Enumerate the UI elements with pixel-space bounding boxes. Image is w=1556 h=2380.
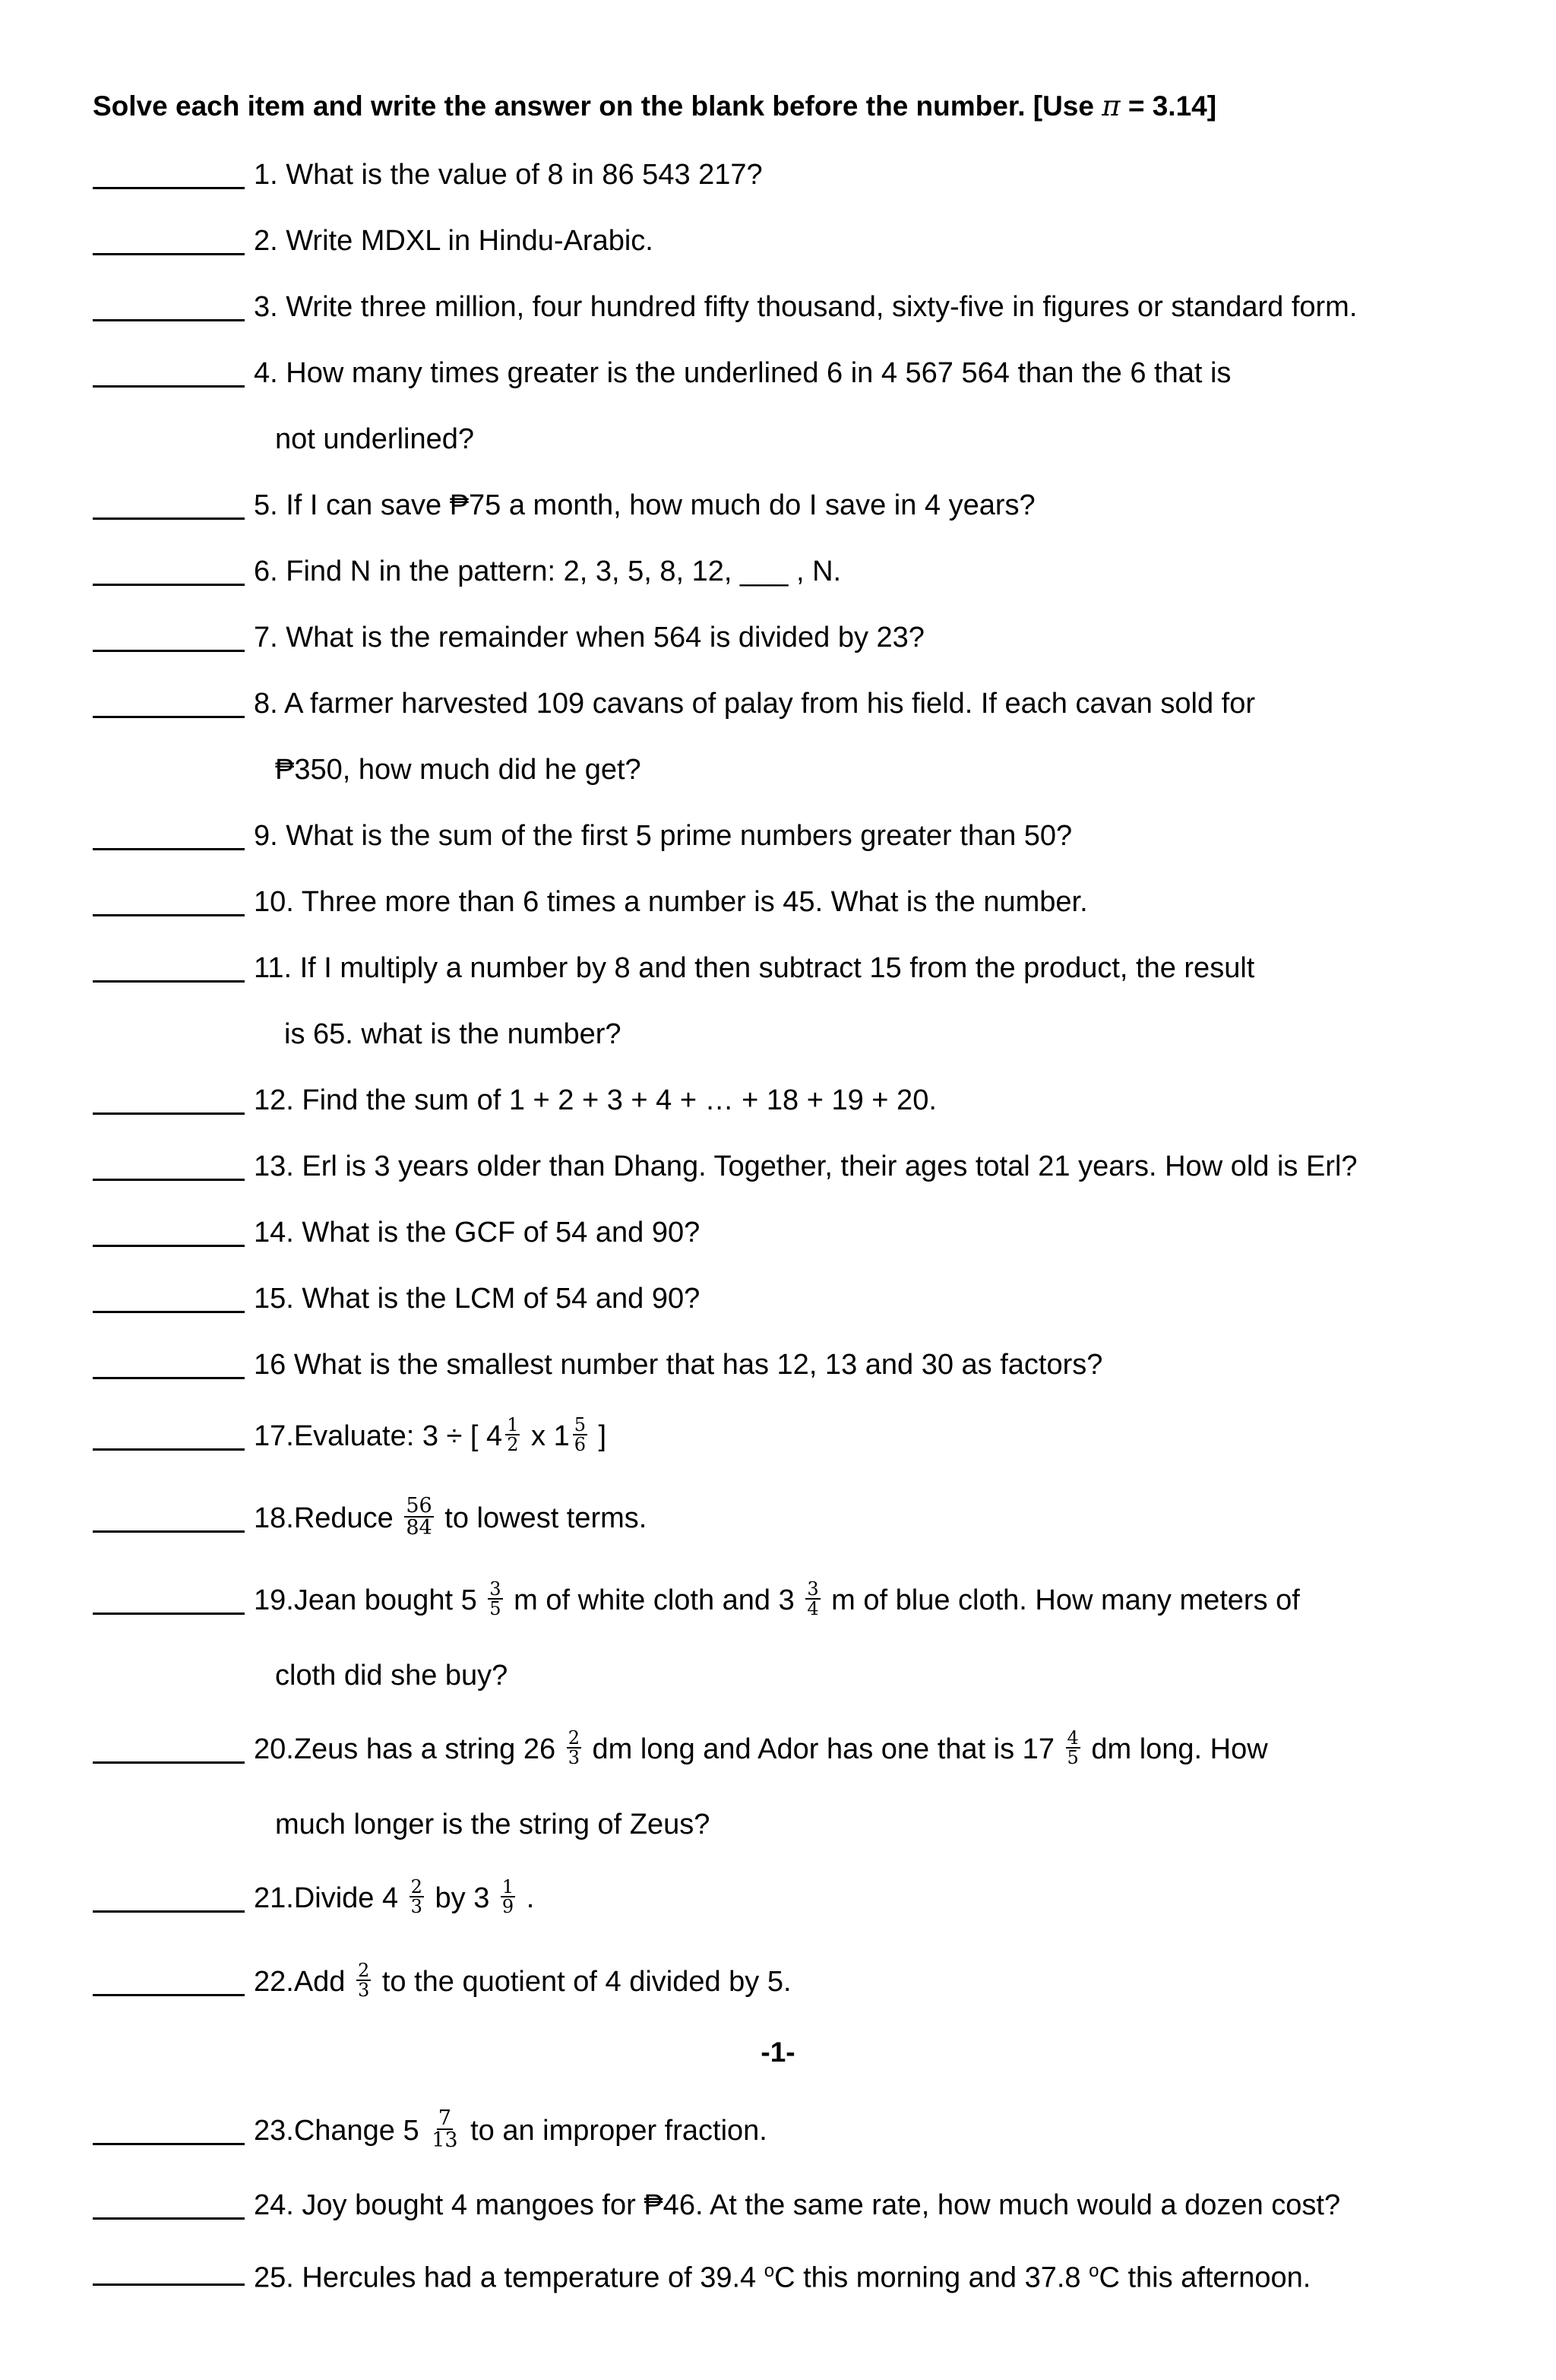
fraction-one-half [505, 1413, 520, 1455]
question-text: 6. Find N in the pattern: 2, 3, 5, 8, 12, ___ , N. [254, 555, 842, 587]
fraction-56-over-84 [404, 1495, 433, 1538]
fraction-denominator: 5 [1067, 1746, 1079, 1768]
fraction-three-fifths [488, 1580, 502, 1618]
answer-blank-10[interactable] [93, 914, 245, 916]
question-text: 13. Erl is 3 years older than Dhang. Together, their ages total 21 years. How old is Erl? [254, 1150, 1358, 1182]
fraction-numerator: 1 [501, 1875, 514, 1897]
question-text [254, 2249, 1311, 2301]
instructions-text-b: = 3.14] [1120, 90, 1217, 122]
question-text: 12. Find the sum of 1 + 2 + 3 + 4 + … + 18 + 19 + 20. [254, 1084, 937, 1116]
q22-prefix: 22.Add [254, 1966, 353, 1998]
fraction-numerator: 1 [507, 1413, 519, 1435]
question-text: 1. What is the value of 8 in 86 543 217? [254, 159, 763, 191]
answer-blank-21[interactable] [93, 1910, 245, 1913]
q17-prefix: 17.Evaluate: 3 ÷ [ 4 [254, 1420, 503, 1452]
fraction-denominator: 6 [574, 1433, 586, 1455]
answer-blank-8[interactable] [93, 716, 245, 718]
question-text [254, 1959, 792, 2005]
answer-blank-19[interactable] [93, 1613, 245, 1615]
q25-mid: C this morning and 37.8 [774, 2261, 1090, 2294]
fraction-five-sixths [573, 1413, 587, 1455]
q17-mid: x 1 [523, 1420, 570, 1452]
fraction-two-thirds [410, 1875, 424, 1917]
fraction-numerator: 56 [406, 1493, 432, 1518]
answer-blank-17[interactable] [93, 1448, 245, 1451]
fraction-two-thirds [356, 1961, 371, 1999]
fraction-denominator: 5 [489, 1597, 501, 1619]
question-text: 24. Joy bought 4 mangoes for ₱46. At the same rate, how much would a dozen cost? [254, 2189, 1341, 2221]
answer-blank-18[interactable] [93, 1530, 245, 1533]
q25-prefix: 25. Hercules had a temperature of 39.4 [254, 2261, 764, 2294]
fraction-denominator: 4 [807, 1597, 819, 1619]
question-text: 15. What is the LCM of 54 and 90? [254, 1283, 701, 1315]
instructions-text-a: Solve each item and write the answer on the blank before the number. [Use [93, 90, 1102, 122]
fraction-numerator: 3 [489, 1578, 501, 1600]
answer-blank-12[interactable] [93, 1112, 245, 1115]
q19-suffix: m of blue cloth. How many meters of [823, 1584, 1300, 1616]
fraction-denominator: 13 [432, 2128, 458, 2152]
question-text [254, 1875, 534, 1921]
question-20-continuation: much longer is the string of Zeus? [275, 1809, 710, 1840]
answer-blank-15[interactable] [93, 1311, 245, 1313]
question-text [254, 1495, 647, 1541]
answer-blank-14[interactable] [93, 1245, 245, 1247]
degree-superscript: o [1089, 2261, 1099, 2281]
q18-suffix: to lowest terms. [436, 1502, 647, 1534]
question-19-continuation: cloth did she buy? [275, 1660, 508, 1692]
fraction-one-ninth [501, 1875, 515, 1917]
question-text [254, 2108, 767, 2154]
answer-blank-1[interactable] [93, 187, 245, 189]
question-text: 14. What is the GCF of 54 and 90? [254, 1217, 701, 1249]
question-text: 4. How many times greater is the underlined 6 in 4 567 564 than the 6 that is [254, 357, 1232, 389]
question-text [254, 1726, 1268, 1772]
question-text: 11. If I multiply a number by 8 and then subtract 15 from the product, the result [254, 952, 1255, 984]
fraction-numerator: 2 [568, 1726, 580, 1749]
question-text: 8. A farmer harvested 109 cavans of palay from his field. If each cavan sold for [254, 688, 1256, 720]
answer-blank-7[interactable] [93, 650, 245, 652]
q22-suffix: to the quotient of 4 divided by 5. [374, 1966, 792, 1998]
fraction-three-fourths [805, 1580, 820, 1618]
q23-prefix: 23.Change 5 [254, 2115, 428, 2147]
question-4-continuation: not underlined? [275, 423, 474, 455]
q20-mid: dm long and Ador has one that is 17 [584, 1733, 1063, 1765]
answer-blank-6[interactable] [93, 584, 245, 586]
answer-blank-4[interactable] [93, 385, 245, 388]
q20-prefix: 20.Zeus has a string 26 [254, 1733, 564, 1765]
q25-suffix: C this afternoon. [1099, 2261, 1311, 2294]
q23-suffix: to an improper fraction. [462, 2115, 767, 2147]
fraction-two-thirds [567, 1726, 581, 1768]
fraction-numerator: 7 [438, 2106, 451, 2130]
instructions [93, 90, 1216, 122]
q21-mid: by 3 [426, 1882, 498, 1914]
q17-suffix: ] [590, 1420, 607, 1452]
fraction-seven-thirteenths [430, 2108, 459, 2151]
answer-blank-11[interactable] [93, 980, 245, 983]
fraction-numerator: 3 [807, 1578, 819, 1600]
question-text: 9. What is the sum of the first 5 prime numbers greater than 50? [254, 820, 1073, 852]
question-11-continuation: is 65. what is the number? [284, 1018, 621, 1050]
fraction-denominator: 84 [406, 1515, 432, 1540]
fraction-numerator: 4 [1067, 1726, 1079, 1749]
answer-blank-20[interactable] [93, 1761, 245, 1764]
answer-blank-13[interactable] [93, 1179, 245, 1181]
fraction-denominator: 2 [507, 1433, 519, 1455]
question-text: 10. Three more than 6 times a number is 45. What is the number. [254, 886, 1088, 918]
answer-blank-9[interactable] [93, 848, 245, 850]
answer-blank-23[interactable] [93, 2143, 245, 2145]
fraction-numerator: 2 [358, 1959, 370, 1981]
question-8-continuation: ₱350, how much did he get? [275, 754, 641, 786]
question-text [254, 1578, 1300, 1623]
answer-blank-22[interactable] [93, 1994, 245, 1996]
q20-suffix: dm long. How [1083, 1733, 1268, 1765]
answer-blank-25[interactable] [93, 2283, 245, 2286]
question-text: 3. Write three million, four hundred fifty thousand, sixty-five in figures or standard form. [254, 291, 1358, 323]
answer-blank-16[interactable] [93, 1377, 245, 1379]
question-text: 16 What is the smallest number that has 12, 13 and 30 as factors? [254, 1349, 1103, 1381]
question-text: 2. Write MDXL in Hindu-Arabic. [254, 225, 653, 257]
q18-prefix: 18.Reduce [254, 1502, 402, 1534]
q21-suffix: . [518, 1882, 535, 1914]
answer-blank-3[interactable] [93, 319, 245, 321]
answer-blank-2[interactable] [93, 253, 245, 255]
fraction-denominator: 3 [410, 1895, 422, 1917]
answer-blank-5[interactable] [93, 517, 245, 520]
q19-mid: m of white cloth and 3 [505, 1584, 803, 1616]
question-text: 7. What is the remainder when 564 is divided by 23? [254, 622, 925, 654]
fraction-numerator: 2 [410, 1875, 422, 1897]
page-number: -1- [761, 2037, 795, 2068]
fraction-four-fifths [1066, 1726, 1080, 1768]
q19-prefix: 19.Jean bought 5 [254, 1584, 485, 1616]
fraction-denominator: 9 [501, 1895, 514, 1917]
fraction-numerator: 5 [574, 1413, 586, 1435]
question-text: 5. If I can save ₱75 a month, how much do I save in 4 years? [254, 489, 1036, 521]
degree-superscript: o [764, 2261, 775, 2281]
fraction-denominator: 3 [358, 1979, 370, 2001]
fraction-denominator: 3 [568, 1746, 580, 1768]
question-text [254, 1413, 606, 1459]
q21-prefix: 21.Divide 4 [254, 1882, 406, 1914]
answer-blank-24[interactable] [93, 2217, 245, 2220]
pi-symbol: π [1102, 90, 1121, 122]
